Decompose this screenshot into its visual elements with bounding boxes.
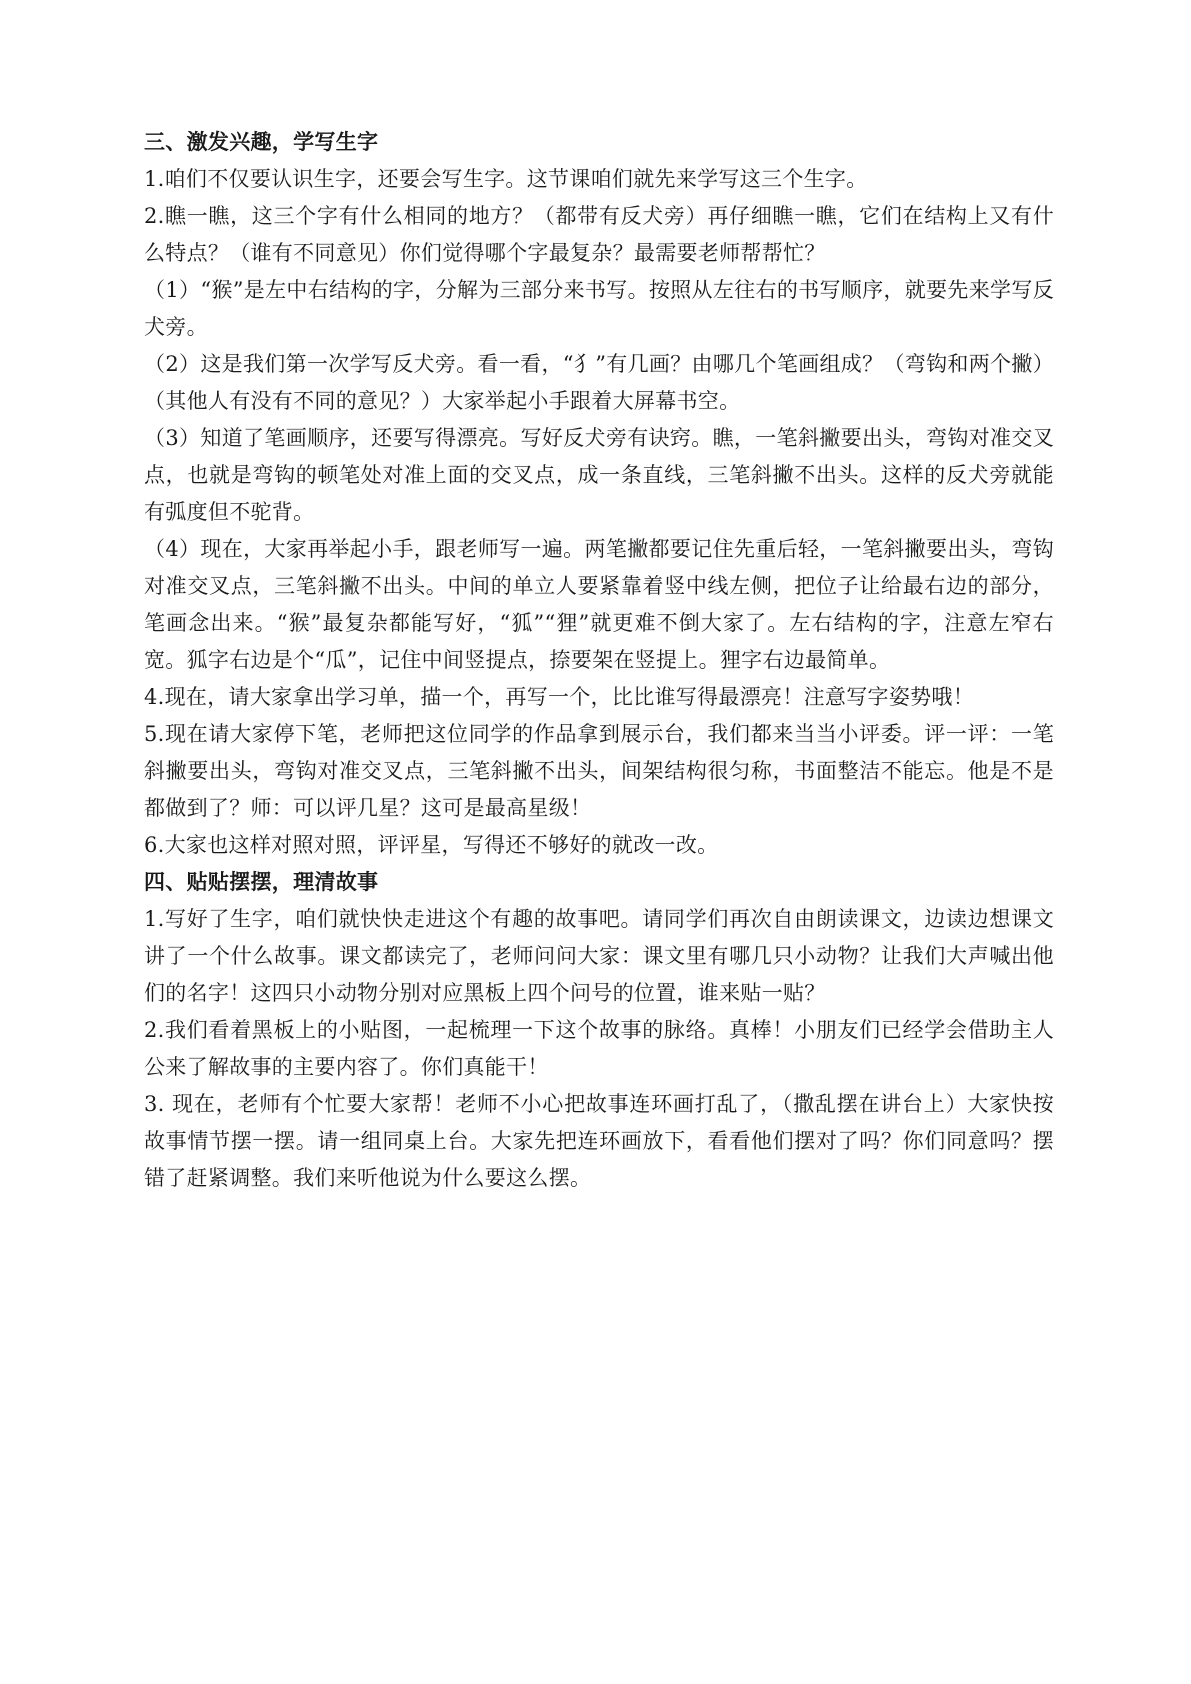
paragraph: 2.我们看着黑板上的小贴图，一起梳理一下这个故事的脉络。真棒！小朋友们已经学会借助主人公来了解故事的主要内容了。你们真能干！: [144, 1018, 1054, 1079]
paragraph: 6.大家也这样对照对照，评评星，写得还不够好的就改一改。: [144, 833, 719, 857]
paragraph: （2）这是我们第一次学写反犬旁。看一看，“犭”有几画？由哪几个笔画组成？（弯钩和两个撇）（其他人有没有不同的意见？）大家举起小手跟着大屏幕书空。: [144, 352, 1054, 413]
paragraph: 3. 现在，老师有个忙要大家帮！老师不小心把故事连环画打乱了，（撒乱摆在讲台上）大家快按故事情节摆一摆。请一组同桌上台。大家先把连环画放下，看看他们摆对了吗？你们同意吗？摆错了赶紧调整。我们来听他说为什么要这么摆。: [144, 1092, 1054, 1190]
paragraph: 1.咱们不仅要认识生字，还要会写生字。这节课咱们就先来学写这三个生字。: [144, 167, 868, 191]
paragraph: （1）“猴”是左中右结构的字，分解为三部分来书写。按照从左往右的书写顺序，就要先来学写反犬旁。: [144, 278, 1054, 339]
paragraph: （3）知道了笔画顺序，还要写得漂亮。写好反犬旁有诀窍。瞧，一笔斜撇要出头，弯钩对准交叉点，也就是弯钩的顿笔处对准上面的交叉点，成一条直线，三笔斜撇不出头。这样的反犬旁就能有弧度但不驼背。: [144, 426, 1054, 524]
section-heading-3: 三、激发兴趣，学写生字: [144, 130, 379, 154]
paragraph: （4）现在，大家再举起小手，跟老师写一遍。两笔撇都要记住先重后轻，一笔斜撇要出头，弯钩对准交叉点，三笔斜撇不出头。中间的单立人要紧靠着竖中线左侧，把位子让给最右边的部分，笔画念出来。“猴”最复杂都能写好，“狐”“狸”就更难不倒大家了。左右结构的字，注意左窄右宽。狐字右边是个“瓜”，记住中间竖提点，捺要架在竖提上。狸字右边最简单。: [144, 537, 1054, 672]
paragraph: 5.现在请大家停下笔，老师把这位同学的作品拿到展示台，我们都来当当小评委。评一评：一笔斜撇要出头，弯钩对准交叉点，三笔斜撇不出头，间架结构很匀称，书面整洁不能忘。他是不是都做到了？师：可以评几星？这可是最高星级！: [144, 722, 1054, 820]
section-heading-4: 四、贴贴摆摆，理清故事: [144, 870, 379, 894]
paragraph: 2.瞧一瞧，这三个字有什么相同的地方？（都带有反犬旁）再仔细瞧一瞧，它们在结构上又有什么特点？（谁有不同意见）你们觉得哪个字最复杂？最需要老师帮帮忙？: [144, 204, 1054, 265]
document-body: [144, 124, 1054, 1197]
paragraph: 1.写好了生字，咱们就快快走进这个有趣的故事吧。请同学们再次自由朗读课文，边读边想课文讲了一个什么故事。课文都读完了，老师问问大家：课文里有哪几只小动物？让我们大声喊出他们的名字！这四只小动物分别对应黑板上四个问号的位置，谁来贴一贴？: [144, 907, 1054, 1005]
paragraph: 4.现在，请大家拿出学习单，描一个，再写一个，比比谁写得最漂亮！注意写字姿势哦！: [144, 685, 975, 709]
